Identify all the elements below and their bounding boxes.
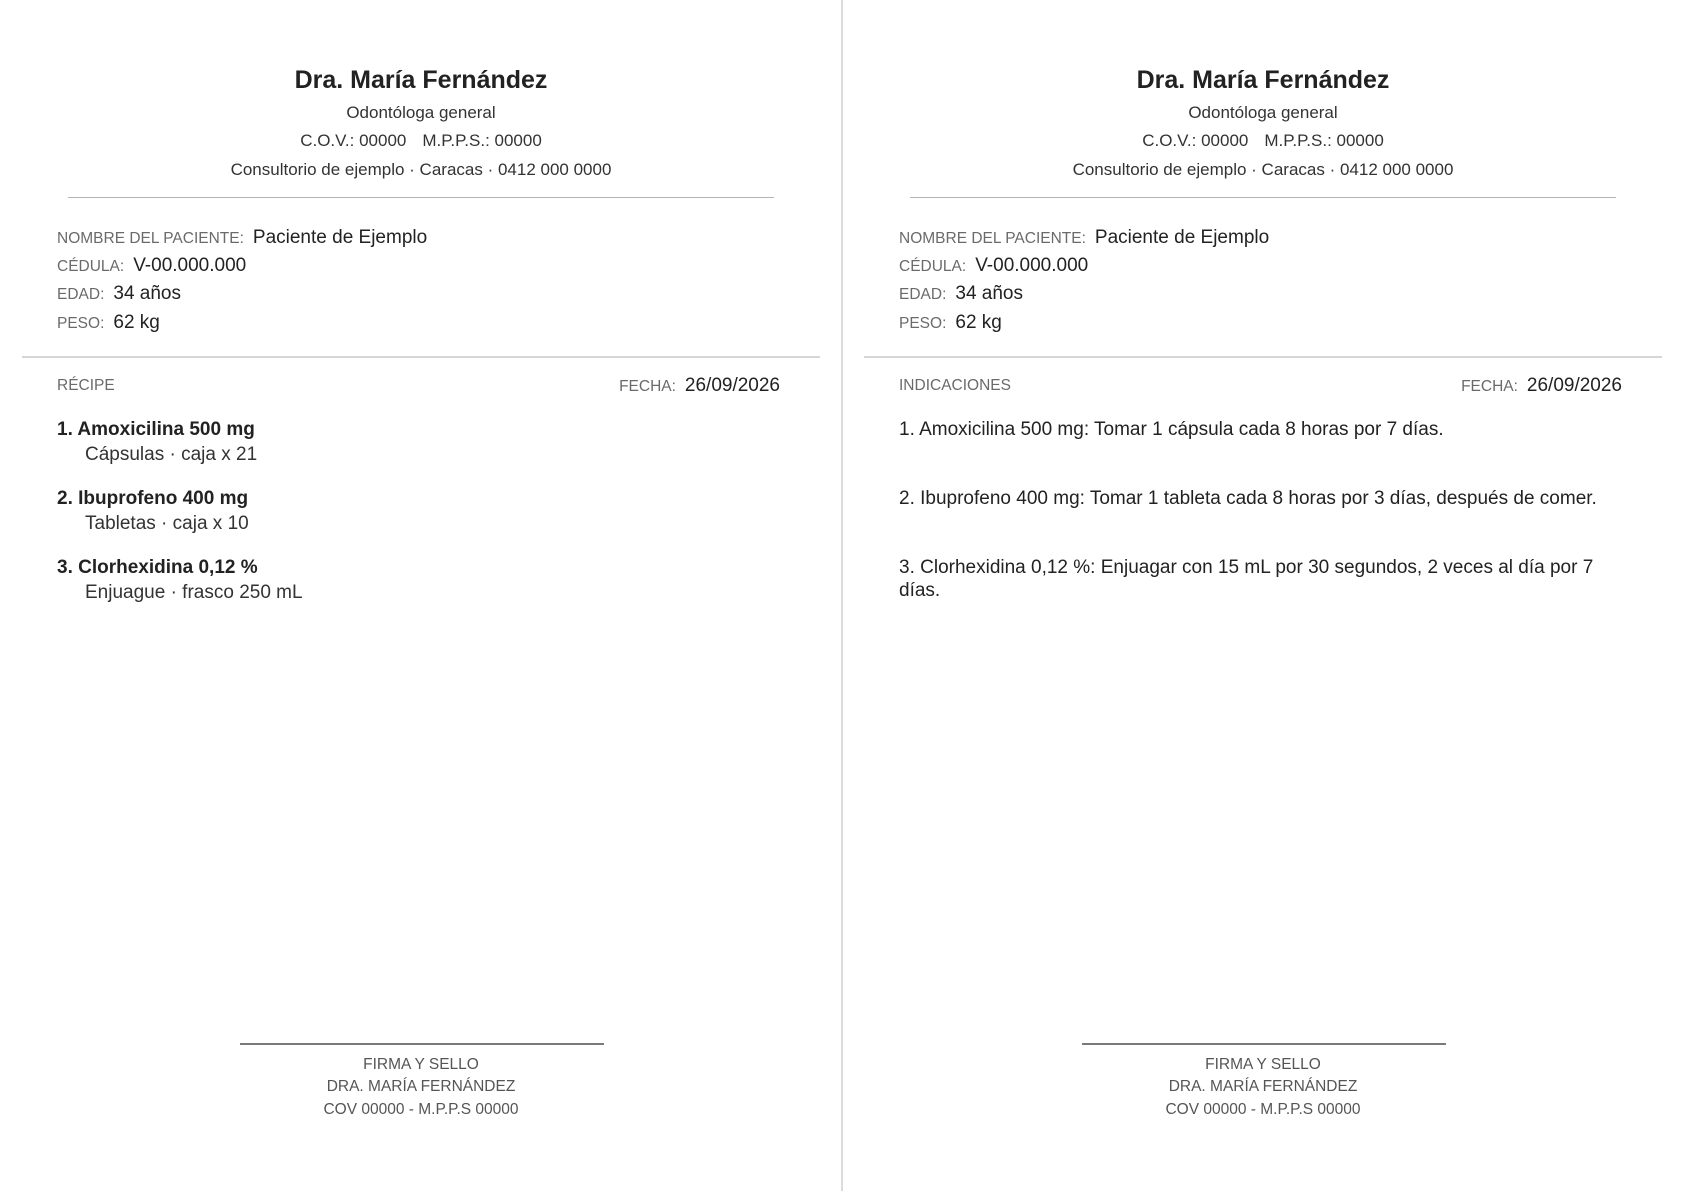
signature-caption: FIRMA Y SELLO bbox=[363, 1056, 479, 1073]
patient-weight-field bbox=[57, 312, 160, 334]
patient-id-field bbox=[57, 255, 246, 277]
signature-registration: COV 00000 - M.P.P.S 00000 bbox=[1165, 1101, 1361, 1118]
patient-id-value: V-00.000.000 bbox=[133, 255, 247, 276]
doctor-cov: C.O.V.: 00000 bbox=[300, 131, 407, 150]
medication-name: 1. Amoxicilina 500 mg bbox=[57, 419, 255, 440]
patient-weight-value: 62 kg bbox=[113, 312, 160, 333]
doctor-registration bbox=[842, 131, 1684, 151]
patient-weight-label: PESO: bbox=[899, 315, 947, 332]
patient-age-label: EDAD: bbox=[899, 286, 947, 303]
date-label: FECHA: bbox=[1461, 378, 1518, 395]
prescription-item bbox=[57, 556, 787, 625]
header-divider bbox=[68, 197, 774, 198]
signature-caption: FIRMA Y SELLO bbox=[1205, 1056, 1321, 1073]
medication-detail: Enjuague · frasco 250 mL bbox=[85, 582, 303, 603]
patient-name-label: NOMBRE DEL PACIENTE: bbox=[899, 230, 1086, 247]
doctor-specialty: Odontóloga general bbox=[346, 103, 496, 122]
patient-weight-label: PESO: bbox=[57, 315, 105, 332]
signature-registration: COV 00000 - M.P.P.S 00000 bbox=[323, 1101, 519, 1118]
patient-name-field bbox=[899, 227, 1269, 249]
doctor-address: Consultorio de ejemplo · Caracas · 0412 000 0000 bbox=[1072, 160, 1454, 179]
header-divider bbox=[910, 197, 1616, 198]
date-value: 26/09/2026 bbox=[1526, 375, 1622, 396]
medication-name: 2. Ibuprofeno 400 mg bbox=[57, 488, 249, 509]
doctor-mpps: M.P.P.S.: 00000 bbox=[1264, 131, 1384, 150]
patient-age-value: 34 años bbox=[955, 283, 1023, 304]
patient-age-label: EDAD: bbox=[57, 286, 105, 303]
medication-detail: Tabletas · caja x 10 bbox=[85, 513, 249, 534]
patient-id-value: V-00.000.000 bbox=[975, 255, 1089, 276]
indication-item: 3. Clorhexidina 0,12 %: Enjuagar con 15 mL por 30 segundos, 2 veces al día por 7 días. bbox=[899, 557, 1594, 601]
indications-list bbox=[899, 418, 1629, 625]
doctor-registration bbox=[0, 131, 842, 151]
medication-name: 3. Clorhexidina 0,12 % bbox=[57, 557, 258, 578]
doctor-name: Dra. María Fernández bbox=[1136, 66, 1390, 94]
signature-line bbox=[1082, 1043, 1446, 1045]
indication-item: 2. Ibuprofeno 400 mg: Tomar 1 tableta cada 8 horas por 3 días, después de comer. bbox=[899, 488, 1597, 509]
prescription-item bbox=[57, 418, 787, 487]
indications-title: INDICACIONES bbox=[899, 377, 1011, 394]
signature-line bbox=[240, 1043, 604, 1045]
patient-name-label: NOMBRE DEL PACIENTE: bbox=[57, 230, 244, 247]
patient-id-label: CÉDULA: bbox=[57, 258, 125, 275]
patient-age-field bbox=[899, 283, 1023, 305]
doctor-name: Dra. María Fernández bbox=[294, 66, 548, 94]
patient-age-value: 34 años bbox=[113, 283, 181, 304]
doctor-mpps: M.P.P.S.: 00000 bbox=[422, 131, 542, 150]
recipe-date bbox=[619, 375, 780, 397]
indication-item: 1. Amoxicilina 500 mg: Tomar 1 cápsula cada 8 horas por 7 días. bbox=[899, 419, 1444, 440]
patient-id-label: CÉDULA: bbox=[899, 258, 967, 275]
date-value: 26/09/2026 bbox=[684, 375, 780, 396]
section-divider bbox=[22, 356, 820, 358]
medication-detail: Cápsulas · caja x 21 bbox=[85, 444, 258, 465]
patient-name-value: Paciente de Ejemplo bbox=[252, 227, 428, 248]
section-divider bbox=[864, 356, 1662, 358]
prescription-item bbox=[57, 487, 787, 556]
patient-id-field bbox=[899, 255, 1088, 277]
patient-name-value: Paciente de Ejemplo bbox=[1094, 227, 1270, 248]
patient-name-field bbox=[57, 227, 427, 249]
patient-weight-value: 62 kg bbox=[955, 312, 1002, 333]
signature-doctor-name: DRA. MARÍA FERNÁNDEZ bbox=[1168, 1078, 1358, 1095]
doctor-address: Consultorio de ejemplo · Caracas · 0412 000 0000 bbox=[230, 160, 612, 179]
prescription-list bbox=[57, 418, 787, 625]
doctor-specialty: Odontóloga general bbox=[1188, 103, 1338, 122]
patient-weight-field bbox=[899, 312, 1002, 334]
recipe-title: RÉCIPE bbox=[57, 377, 115, 394]
indications-page bbox=[842, 0, 1684, 1191]
signature-doctor-name: DRA. MARÍA FERNÁNDEZ bbox=[326, 1078, 516, 1095]
doctor-cov: C.O.V.: 00000 bbox=[1142, 131, 1249, 150]
patient-age-field bbox=[57, 283, 181, 305]
indications-date bbox=[1461, 375, 1622, 397]
date-label: FECHA: bbox=[619, 378, 676, 395]
